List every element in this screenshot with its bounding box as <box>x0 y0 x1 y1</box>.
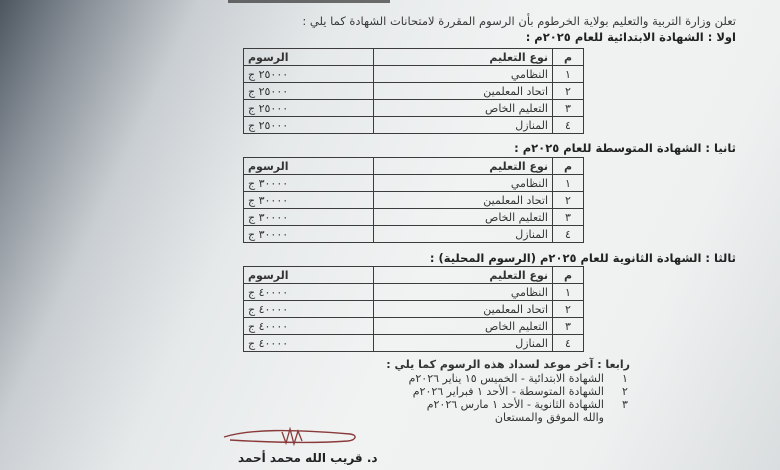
row-num: ١ <box>553 284 584 301</box>
row-num: ١ <box>553 175 584 192</box>
deadlines-section <box>386 358 630 424</box>
deadline-text: الشهادة الثانوية - الأحد ١ مارس ٢٠٢٦م <box>426 398 604 411</box>
row-type: اتحاد المعلمين <box>374 301 553 318</box>
table-row <box>244 301 584 318</box>
row-fee: ٣٠٠٠٠ ج <box>244 175 374 192</box>
table-row <box>244 335 584 352</box>
header-type: نوع التعليم <box>374 267 553 284</box>
deadline-text: الشهادة المتوسطة - الأحد ١ فبراير ٢٠٢٦م <box>412 385 604 398</box>
row-num: ٣ <box>553 100 584 117</box>
row-num: ٢ <box>553 301 584 318</box>
row-num: ٤ <box>553 226 584 243</box>
row-num: ٤ <box>553 117 584 134</box>
row-type: المنازل <box>374 117 553 134</box>
signature-scribble <box>220 423 360 453</box>
row-fee: ٤٠٠٠٠ ج <box>244 284 374 301</box>
deadline-num: ٢ <box>622 385 628 398</box>
table-row <box>244 226 584 243</box>
header-num: م <box>553 158 584 175</box>
row-fee: ٤٠٠٠٠ ج <box>244 335 374 352</box>
table-row <box>244 318 584 335</box>
row-type: التعليم الخاص <box>374 100 553 117</box>
row-fee: ٣٠٠٠٠ ج <box>244 226 374 243</box>
row-type: النظامي <box>374 175 553 192</box>
row-type: التعليم الخاص <box>374 209 553 226</box>
table-row <box>244 175 584 192</box>
row-type: المنازل <box>374 226 553 243</box>
fees-table-primary <box>243 48 584 134</box>
header-fee: الرسوم <box>244 158 374 175</box>
row-type: النظامي <box>374 66 553 83</box>
deadline-num: ١ <box>622 372 628 385</box>
row-num: ٣ <box>553 318 584 335</box>
header-fee: الرسوم <box>244 267 374 284</box>
table-header-row <box>244 158 584 175</box>
row-num: ٣ <box>553 209 584 226</box>
row-fee: ٤٠٠٠٠ ج <box>244 301 374 318</box>
header-type: نوع التعليم <box>374 49 553 66</box>
row-fee: ٢٥٠٠٠ ج <box>244 117 374 134</box>
table-row <box>244 100 584 117</box>
table-header-row <box>244 267 584 284</box>
row-fee: ٢٥٠٠٠ ج <box>244 83 374 100</box>
row-type: المنازل <box>374 335 553 352</box>
table-row <box>244 192 584 209</box>
intro-text: تعلن وزارة التربية والتعليم بولاية الخرطوم بأن الرسوم المقررة لامتحانات الشهادة كما يلي : <box>302 14 736 28</box>
table-row <box>244 209 584 226</box>
row-type: اتحاد المعلمين <box>374 83 553 100</box>
row-type: النظامي <box>374 284 553 301</box>
deadlines-title: رابعا : آخر موعد لسداد هذه الرسوم كما يلي : <box>386 358 630 371</box>
row-type: التعليم الخاص <box>374 318 553 335</box>
table-row <box>244 83 584 100</box>
header-type: نوع التعليم <box>374 158 553 175</box>
section-2-title: ثانيا : الشهادة المتوسطة للعام ٢٠٢٥م : <box>514 141 736 155</box>
section-1-title: اولا : الشهادة الابتدائية للعام ٢٠٢٥م : <box>525 30 736 44</box>
row-fee: ٤٠٠٠٠ ج <box>244 318 374 335</box>
deadline-num: ٣ <box>622 398 628 411</box>
row-fee: ٣٠٠٠٠ ج <box>244 209 374 226</box>
row-num: ١ <box>553 66 584 83</box>
header-num: م <box>553 49 584 66</box>
header-num: م <box>553 267 584 284</box>
deadline-text: الشهادة الابتدائية - الخميس ١٥ يناير ٢٠٢٦م <box>408 372 604 385</box>
row-num: ٢ <box>553 83 584 100</box>
row-num: ٤ <box>553 335 584 352</box>
signatory-name: د. قريب الله محمد أحمد <box>238 451 378 465</box>
header-rule <box>228 0 390 3</box>
list-item <box>386 385 630 398</box>
closing-phrase: والله الموفق والمستعان <box>494 411 604 424</box>
table-row <box>244 66 584 83</box>
section-3-title: ثالثا : الشهادة الثانوية للعام ٢٠٢٥م (الرسوم المحلية) : <box>429 251 736 265</box>
row-fee: ٢٥٠٠٠ ج <box>244 100 374 117</box>
row-type: اتحاد المعلمين <box>374 192 553 209</box>
header-fee: الرسوم <box>244 49 374 66</box>
row-num: ٢ <box>553 192 584 209</box>
row-fee: ٢٥٠٠٠ ج <box>244 66 374 83</box>
table-row <box>244 117 584 134</box>
table-header-row <box>244 49 584 66</box>
row-fee: ٣٠٠٠٠ ج <box>244 192 374 209</box>
fees-table-intermediate <box>243 157 584 243</box>
list-item <box>386 398 630 411</box>
table-row <box>244 284 584 301</box>
fees-table-secondary <box>243 266 584 352</box>
list-item <box>386 372 630 385</box>
